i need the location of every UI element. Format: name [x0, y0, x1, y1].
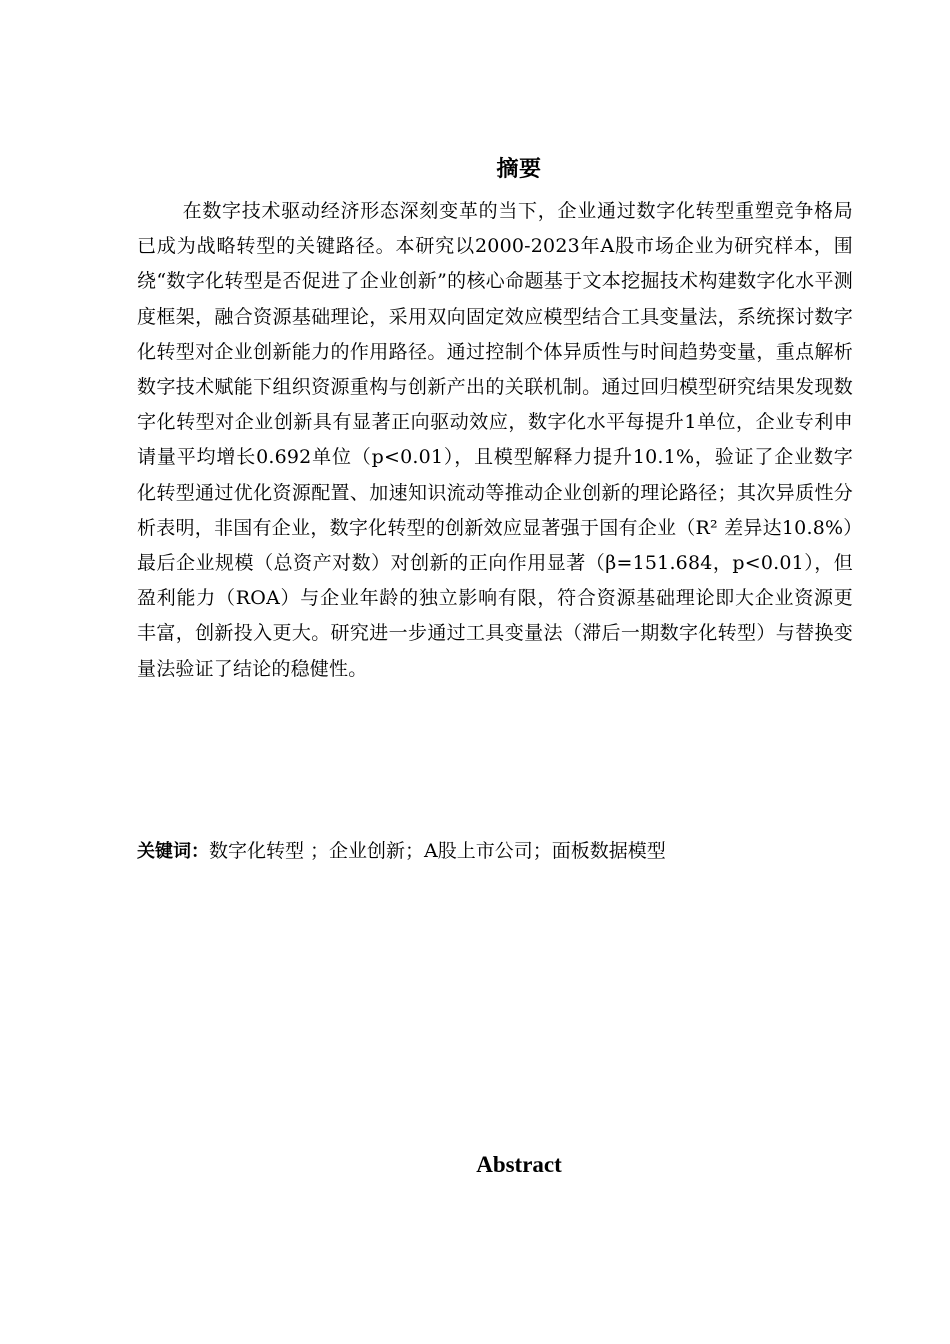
keywords-text: 数字化转型 ；企业创新；A股上市公司；面板数据模型: [209, 840, 666, 862]
abstract-cn-title: 摘要: [496, 157, 542, 182]
abstract-en-title: Abstract: [476, 1152, 562, 1177]
keywords-line: [137, 833, 853, 870]
abstract-cn-body: 在数字技术驱动经济形态深刻变革的当下，企业通过数字化转型重塑竞争格局已成为战略转型的关键路径。本研究以2000-2023年A股市场企业为研究样本，围绕“数字化转型是否促进了企业创新”的核心命题基于文本挖掘技术构建数字化水平测度框架，融合资源基础理论，采用双向固定效应模型结合工具变量法，系统探讨数字化转型对企业创新能力的作用路径。通过控制个体异质性与时间趋势变量，重点解析数字技术赋能下组织资源重构与创新产出的关联机制。通过回归模型研究结果发现数字化转型对企业创新具有显著正向驱动效应，数字化水平每提升1单位，企业专利申请量平均增长0.692单位（p<0.01），且模型解释力提升10.1%，验证了企业数字化转型通过优化资源配置、加速知识流动等推动企业创新的理论路径；其次异质性分析表明，非国有企业，数字化转型的创新效应显著强于国有企业（R² 差异达10.8%）最后企业规模（总资产对数）对创新的正向作用显著（β=151.684，p<0.01），但盈利能力（ROA）与企业年龄的独立影响有限，符合资源基础理论即大企业资源更丰富，创新投入更大。研究进一步通过工具变量法（滞后一期数字化转型）与替换变量法验证了结论的稳健性。: [137, 200, 853, 680]
keywords-label: 关键词：: [137, 841, 209, 862]
